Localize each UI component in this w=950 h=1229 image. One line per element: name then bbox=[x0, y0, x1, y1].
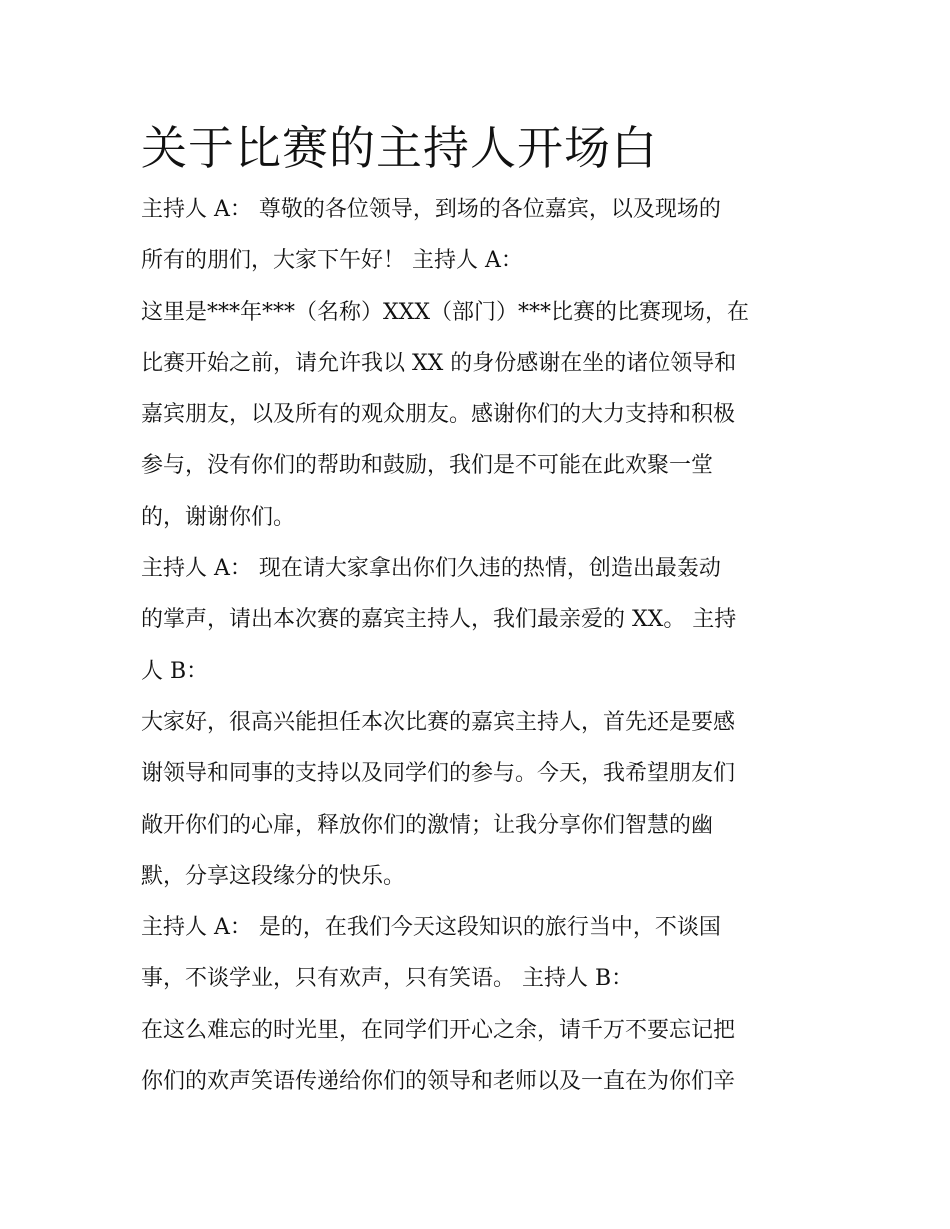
body-line: 默，分享这段缘分的快乐。 bbox=[141, 863, 406, 889]
body-line: 嘉宾朋友，以及所有的观众朋友。感谢你们的大力支持和积极 bbox=[141, 402, 736, 428]
body-line: 你们的欢声笑语传递给你们的领导和老师以及一直在为你们辛 bbox=[141, 1069, 736, 1095]
body-line: 主持人 A： 尊敬的各位领导，到场的各位嘉宾，以及现场的 bbox=[141, 197, 721, 222]
body-line: 的，谢谢你们。 bbox=[141, 504, 296, 530]
body-line: 在这么难忘的时光里，在同学们开心之余，请千万不要忘记把 bbox=[141, 1017, 736, 1043]
body-line: 主持人 A： 是的，在我们今天这段知识的旅行当中，不谈国 bbox=[141, 915, 721, 941]
body-line: 大家好，很高兴能担任本次比赛的嘉宾主持人，首先还是要感 bbox=[141, 709, 736, 735]
body-line: 敞开你们的心扉，释放你们的激情；让我分享你们智慧的幽 bbox=[141, 812, 714, 838]
body-line: 参与，没有你们的帮助和鼓励，我们是不可能在此欢聚一堂 bbox=[141, 453, 714, 479]
body-line: 人 B： bbox=[141, 658, 209, 684]
body-line: 事，不谈学业，只有欢声，只有笑语。 主持人 B： bbox=[141, 966, 634, 992]
body-line: 所有的朋们，大家下午好！ 主持人 A： bbox=[141, 248, 523, 274]
document-page bbox=[141, 112, 816, 1107]
body-line: 比赛开始之前，请允许我以 XX 的身份感谢在坐的诸位领导和 bbox=[141, 350, 737, 376]
document-body bbox=[141, 184, 816, 1107]
document-title: 关于比赛的主持人开场白 bbox=[141, 121, 658, 175]
body-line: 谢领导和同事的支持以及同学们的参与。今天，我希望朋友们 bbox=[141, 761, 736, 787]
body-line: 这里是***年***（名称）XXX（部门）***比赛的比赛现场，在 bbox=[141, 299, 749, 325]
body-line: 的掌声，请出本次赛的嘉宾主持人，我们最亲爱的 XX。 主持 bbox=[141, 607, 737, 633]
body-line: 主持人 A： 现在请大家拿出你们久违的热情，创造出最轰动 bbox=[141, 556, 721, 582]
